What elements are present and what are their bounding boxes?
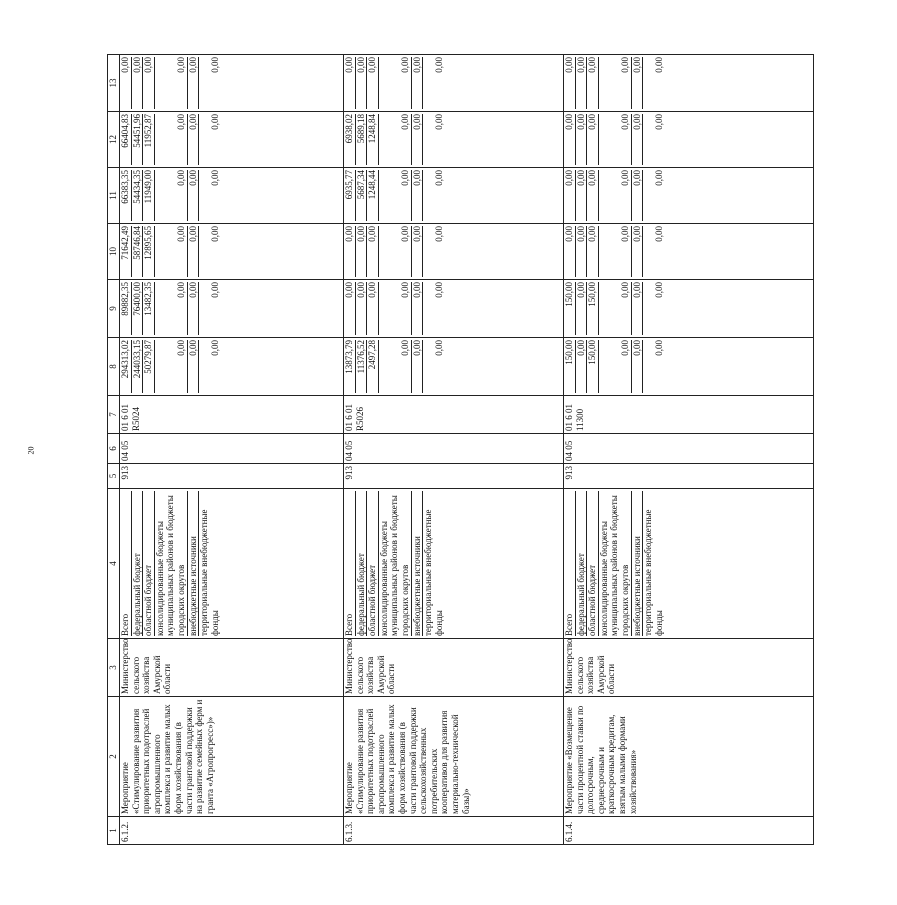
funding-sources (120, 489, 344, 639)
page-number: 20 (26, 446, 36, 455)
amount-value: 150,00 (587, 282, 599, 335)
rzpr-code-text: 04 05 (564, 440, 574, 461)
amount-value: 58746,84 (132, 226, 144, 277)
amount-value: 0,00 (209, 340, 220, 356)
amount-value: 150,00 (587, 340, 599, 393)
amount-value: 0,00 (379, 340, 412, 393)
executor (344, 639, 564, 697)
amount-value: 54434,35 (132, 170, 144, 221)
funding-sources (564, 489, 814, 639)
amount-value: 0,00 (155, 114, 188, 165)
amount-value: 0,00 (599, 282, 632, 335)
col-header: 2 (108, 697, 120, 817)
amount-value: 0,00 (632, 340, 644, 393)
year-amounts (344, 224, 564, 280)
col-header: 10 (108, 224, 120, 280)
amount-value: 0,00 (412, 340, 424, 393)
amount-value: 0,00 (587, 170, 599, 221)
amount-value: 0,00 (188, 226, 200, 277)
funding-source: областной бюджет (143, 491, 155, 636)
grbs-code-text: 913 (564, 466, 574, 480)
amount-value: 76400,00 (132, 282, 144, 335)
amount-value: 13482,35 (143, 282, 155, 335)
amount-value: 2497,28 (367, 340, 379, 393)
funding-source: Всего (344, 491, 356, 636)
amount-value: 0,00 (344, 226, 356, 277)
amount-value: 0,00 (576, 226, 588, 277)
year-amounts (344, 338, 564, 396)
amount-value: 50279,87 (143, 340, 155, 393)
amount-value: 0,00 (209, 282, 220, 298)
measure-name-text: Мероприятие «Стимулирование развития приоритетных подотраслей агропромышленного комплекса и развитие малых форм хозяйствования (в части грантовой поддержки на развитие семейных ферм и гранта «Агропрогресс»)» (120, 699, 215, 814)
amount-value: 0,00 (367, 57, 379, 109)
amount-value: 0,00 (412, 282, 424, 335)
csr-code-text: 01 6 01 R5026 (344, 404, 365, 431)
csr-code (564, 396, 814, 434)
amount-value: 0,00 (209, 57, 220, 73)
amount-value: 0,00 (412, 226, 424, 277)
amount-value: 244033,15 (132, 340, 144, 393)
amount-value: 0,00 (209, 114, 220, 130)
funding-source: территориальные внебюджетные фонды (423, 509, 444, 636)
funding-source: федеральный бюджет (132, 491, 144, 636)
amount-value: 0,00 (653, 170, 664, 186)
amount-value: 71642,49 (120, 226, 132, 277)
amount-value: 0,00 (599, 226, 632, 277)
amount-value: 0,00 (155, 340, 188, 393)
amount-value: 13873,79 (344, 340, 356, 393)
funding-source: консолидированные бюджеты муниципальных районов и бюджеты городских округов (379, 491, 412, 636)
rzpr-code (344, 434, 564, 464)
funding-source: территориальные внебюджетные фонды (199, 509, 220, 636)
csr-code (344, 396, 564, 434)
amount-value: 0,00 (120, 57, 132, 109)
amount-value: 5687,34 (356, 170, 368, 221)
amount-value: 0,00 (209, 170, 220, 186)
csr-code (120, 396, 344, 434)
table-row (344, 55, 564, 845)
amount-value: 0,00 (143, 57, 155, 109)
amount-value: 0,00 (576, 282, 588, 335)
amount-value: 0,00 (564, 226, 576, 277)
amount-value: 0,00 (433, 170, 444, 186)
amount-value: 0,00 (155, 226, 188, 277)
csr-code-text: 01 6 01 11300 (564, 404, 585, 431)
amount-value: 0,00 (188, 114, 200, 165)
rzpr-code (120, 434, 344, 464)
col-header: 3 (108, 639, 120, 697)
table-row (564, 55, 814, 845)
year-amounts (344, 55, 564, 112)
year-amounts (564, 55, 814, 112)
amount-value: 0,00 (209, 226, 220, 242)
amount-value: 0,00 (379, 170, 412, 221)
amount-value: 0,00 (653, 57, 664, 73)
amount-value: 0,00 (599, 114, 632, 165)
amount-value: 0,00 (576, 170, 588, 221)
grbs-code (564, 464, 814, 489)
amount-value: 0,00 (188, 282, 200, 335)
rzpr-code-text: 04 05 (344, 440, 354, 461)
year-amounts (564, 224, 814, 280)
amount-value: 0,00 (188, 57, 200, 109)
amount-value: 0,00 (632, 282, 644, 335)
amount-value: 0,00 (653, 340, 664, 356)
measure-name-text: Мероприятие «Возмещение части процентной ставки по долгосрочным, среднесрочным и краткосрочным кредитам, взятым малыми формами хозяйствования» (564, 705, 638, 814)
year-amounts (344, 280, 564, 338)
funding-source: внебюджетные источники (632, 491, 644, 636)
rzpr-code-text: 04 05 (120, 440, 130, 461)
amount-value: 11376,52 (356, 340, 368, 393)
year-amounts (564, 338, 814, 396)
measure-name (120, 697, 344, 817)
year-amounts (564, 280, 814, 338)
amount-value: 0,00 (379, 114, 412, 165)
grbs-code (344, 464, 564, 489)
col-header: 7 (108, 396, 120, 434)
amount-value: 0,00 (344, 282, 356, 335)
executor-text: Министерство сельского хозяйства Амурской области (564, 638, 617, 694)
year-amounts (344, 168, 564, 224)
amount-value: 0,00 (188, 340, 200, 393)
amount-value: 0,00 (564, 114, 576, 165)
header-row (108, 55, 120, 845)
amount-value: 150,00 (564, 340, 576, 393)
row-id (564, 817, 814, 845)
amount-value: 0,00 (433, 57, 444, 73)
amount-value: 0,00 (155, 282, 188, 335)
funding-source: Всего (120, 491, 132, 636)
funding-sources (344, 489, 564, 639)
amount-value: 0,00 (379, 57, 412, 109)
amount-value: 0,00 (632, 226, 644, 277)
table-container (107, 55, 897, 842)
funding-source: федеральный бюджет (356, 491, 368, 636)
amount-value: 0,00 (367, 226, 379, 277)
measure-name (344, 697, 564, 817)
amount-value: 294313,02 (120, 340, 132, 393)
amount-value: 0,00 (433, 114, 444, 130)
amount-value: 66383,35 (120, 170, 132, 221)
amount-value: 0,00 (599, 57, 632, 109)
funding-source: областной бюджет (587, 491, 599, 636)
amount-value: 0,00 (356, 57, 368, 109)
amount-value: 0,00 (412, 170, 424, 221)
amount-value: 0,00 (379, 282, 412, 335)
funding-source: консолидированные бюджеты муниципальных районов и бюджеты городских округов (599, 491, 632, 636)
amount-value: 54451,96 (132, 114, 144, 165)
amount-value: 6935,77 (344, 170, 356, 221)
year-amounts (120, 338, 344, 396)
col-header: 11 (108, 168, 120, 224)
amount-value: 0,00 (632, 114, 644, 165)
row-id-text: 6.1.3. (344, 821, 354, 842)
year-amounts (564, 112, 814, 168)
amount-value: 12895,65 (143, 226, 155, 277)
amount-value: 0,00 (564, 57, 576, 109)
amount-value: 0,00 (632, 57, 644, 109)
amount-value: 0,00 (587, 57, 599, 109)
measure-name (564, 697, 814, 817)
csr-code-text: 01 6 01 R5024 (120, 404, 141, 431)
amount-value: 0,00 (412, 57, 424, 109)
col-header: 8 (108, 338, 120, 396)
rzpr-code (564, 434, 814, 464)
amount-value: 66404,83 (120, 114, 132, 165)
amount-value: 0,00 (367, 282, 379, 335)
funding-source: внебюджетные источники (412, 491, 424, 636)
amount-value: 0,00 (576, 114, 588, 165)
amount-value: 0,00 (653, 114, 664, 130)
amount-value: 0,00 (653, 282, 664, 298)
year-amounts (564, 168, 814, 224)
amount-value: 150,00 (564, 282, 576, 335)
executor-text: Министерство сельского хозяйства Амурской области (344, 638, 397, 694)
amount-value: 0,00 (188, 170, 200, 221)
amount-value: 0,00 (433, 340, 444, 356)
funding-source: областной бюджет (367, 491, 379, 636)
funding-source: консолидированные бюджеты муниципальных районов и бюджеты городских округов (155, 491, 188, 636)
amount-value: 0,00 (587, 114, 599, 165)
year-amounts (120, 112, 344, 168)
amount-value: 0,00 (433, 226, 444, 242)
year-amounts (120, 224, 344, 280)
amount-value: 0,00 (356, 226, 368, 277)
col-header: 1 (108, 817, 120, 845)
row-id (120, 817, 344, 845)
amount-value: 0,00 (356, 282, 368, 335)
amount-value: 0,00 (599, 170, 632, 221)
amount-value: 11952,87 (143, 114, 155, 165)
amount-value: 0,00 (412, 114, 424, 165)
funding-source: внебюджетные источники (188, 491, 200, 636)
col-header: 12 (108, 112, 120, 168)
amount-value: 0,00 (155, 57, 188, 109)
col-header: 4 (108, 489, 120, 639)
executor-text: Министерство сельского хозяйства Амурской области (120, 638, 173, 694)
amount-value: 0,00 (155, 170, 188, 221)
amount-value: 0,00 (344, 57, 356, 109)
amount-value: 0,00 (576, 340, 588, 393)
executor (120, 639, 344, 697)
col-header: 6 (108, 434, 120, 464)
grbs-code-text: 913 (344, 466, 354, 480)
amount-value: 5689,18 (356, 114, 368, 165)
table-row (120, 55, 344, 845)
col-header: 13 (108, 55, 120, 112)
amount-value: 11949,00 (143, 170, 155, 221)
amount-value: 0,00 (653, 226, 664, 242)
amount-value: 0,00 (433, 282, 444, 298)
funding-source: федеральный бюджет (576, 491, 588, 636)
year-amounts (120, 55, 344, 112)
grbs-code (120, 464, 344, 489)
amount-value: 6938,02 (344, 114, 356, 165)
amount-value: 0,00 (564, 170, 576, 221)
col-header: 9 (108, 280, 120, 338)
row-id-text: 6.1.4. (564, 821, 574, 842)
grbs-code-text: 913 (120, 466, 130, 480)
funding-source: территориальные внебюджетные фонды (643, 509, 664, 636)
year-amounts (120, 168, 344, 224)
amount-value: 0,00 (132, 57, 144, 109)
year-amounts (344, 112, 564, 168)
funding-source: Всего (564, 491, 576, 636)
amount-value: 0,00 (587, 226, 599, 277)
amount-value: 1248,44 (367, 170, 379, 221)
amount-value: 0,00 (379, 226, 412, 277)
measure-name-text: Мероприятие «Стимулирование развития приоритетных подотраслей агропромышленного комплекса и развитие малых форм хозяйствования (в части грантовой поддержки сельскохозяйственных потребительских кооперативов для развития материально-технической базы)» (344, 704, 471, 814)
row-id-text: 6.1.2. (120, 821, 130, 842)
col-header: 5 (108, 464, 120, 489)
year-amounts (120, 280, 344, 338)
funding-table (107, 54, 814, 845)
amount-value: 1248,84 (367, 114, 379, 165)
executor (564, 639, 814, 697)
amount-value: 0,00 (599, 340, 632, 393)
amount-value: 0,00 (576, 57, 588, 109)
amount-value: 89882,35 (120, 282, 132, 335)
amount-value: 0,00 (632, 170, 644, 221)
row-id (344, 817, 564, 845)
